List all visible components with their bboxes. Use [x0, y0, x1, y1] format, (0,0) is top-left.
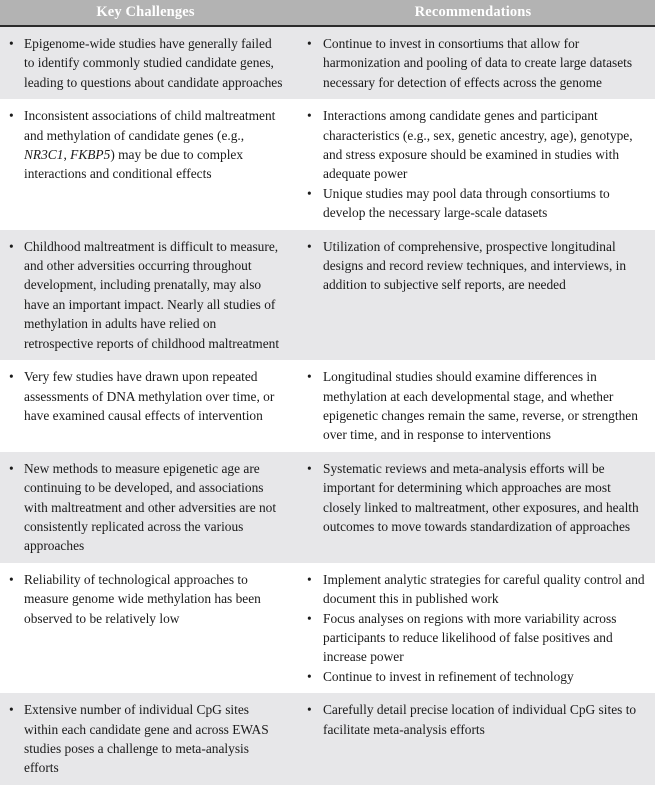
cell-key-challenges	[0, 452, 291, 563]
recommendations-bullet-list	[291, 106, 645, 222]
cell-key-challenges	[0, 230, 291, 360]
bullet-text: Interactions among candidate genes and participant characteristics (e.g., sex, genetic ancestry, age), genotype, and stress exposure should be examined in studies with adequate power	[323, 108, 633, 182]
bullet-text: Reliability of technological approaches to measure genome wide methylation has been observed to be relatively low	[24, 571, 261, 626]
table-row	[0, 230, 655, 360]
bullet-item	[0, 106, 283, 184]
cell-key-challenges	[0, 563, 291, 635]
recommendations-bullet-list	[291, 459, 645, 537]
bullet-text: Systematic reviews and meta-analysis efforts will be important for determining which approaches are most closely linked to maltreatment, other exposures, and health outcomes to move towards standardization of approaches	[323, 460, 639, 534]
cell-recommendations	[291, 452, 655, 544]
cell-recommendations	[291, 230, 655, 302]
recommendations-bullet-list	[291, 570, 645, 686]
table-row	[0, 360, 655, 452]
recommendations-bullet-list	[291, 34, 645, 92]
bullet-text: Continue to invest in consortiums that allow for harmonization and pooling of data to create large datasets necessary for detection of effects across the genome	[323, 36, 633, 90]
bullet-item	[0, 459, 283, 556]
cell-key-challenges	[0, 27, 291, 99]
cell-recommendations	[291, 693, 655, 746]
bullet-text: Inconsistent associations of child maltreatment and methylation of candidate genes (e.g., NR3C1, FKBP5) may be due to complex interactions and conditional effects	[24, 108, 276, 182]
bullet-item	[0, 34, 283, 92]
bullet-item	[0, 570, 283, 628]
column-header-key-challenges: Key Challenges	[96, 4, 195, 20]
bullet-item	[0, 367, 283, 425]
cell-recommendations	[291, 27, 655, 99]
bullet-icon: •	[9, 369, 14, 385]
bullet-item	[299, 367, 645, 445]
recommendations-bullet-list	[291, 700, 645, 739]
bullet-icon: •	[307, 36, 312, 51]
bullet-text: Extensive number of individual CpG sites within each candidate gene and across EWAS studies poses a challenge to meta-analysis efforts	[24, 702, 269, 776]
bullet-item	[299, 106, 645, 184]
challenges-bullet-list	[0, 237, 283, 353]
table-row	[0, 693, 655, 785]
bullet-item	[0, 700, 283, 778]
bullet-item	[299, 237, 645, 295]
cell-key-challenges	[0, 99, 291, 191]
recommendations-bullet-list	[291, 237, 645, 295]
bullet-icon: •	[9, 702, 14, 718]
bullet-text: Continue to invest in refinement of technology	[323, 668, 574, 684]
bullet-icon: •	[307, 668, 312, 684]
bullet-item	[299, 184, 645, 223]
bullet-text: Epigenome-wide studies have generally failed to identify commonly studied candidate genes, leading to questions about candidate approaches	[24, 36, 283, 90]
bullet-item	[299, 459, 645, 537]
bullet-item	[299, 609, 645, 667]
challenges-bullet-list	[0, 459, 283, 556]
bullet-icon: •	[307, 238, 312, 254]
bullet-text: Unique studies may pool data through consortiums to develop the necessary large-scale datasets	[323, 185, 610, 221]
table-row	[0, 27, 655, 99]
bullet-icon: •	[307, 185, 312, 201]
bullet-icon: •	[9, 571, 14, 587]
bullet-item	[299, 700, 645, 739]
recommendations-bullet-list	[291, 367, 645, 445]
challenges-bullet-list	[0, 700, 283, 778]
bullet-text: Carefully detail precise location of individual CpG sites to facilitate meta-analysis efforts	[323, 702, 637, 737]
bullet-text: Very few studies have drawn upon repeated assessments of DNA methylation over time, or have examined causal effects of intervention	[24, 369, 275, 423]
bullet-icon: •	[9, 238, 14, 254]
bullet-icon: •	[307, 571, 312, 587]
bullet-icon: •	[307, 369, 312, 385]
bullet-icon: •	[307, 702, 312, 718]
bullet-text: Childhood maltreatment is difficult to measure, and other adversities occurring throughout development, including prenatally, may also have an important impact. Nearly all studies of methylation in adults have relied on retrospective reports of childhood maltreatment	[24, 238, 280, 351]
bullet-icon: •	[307, 610, 312, 626]
bullet-text: Implement analytic strategies for careful quality control and document this in published work	[323, 571, 645, 607]
bullet-text: Focus analyses on regions with more variability across participants to reduce likelihood of false positives and increase power	[323, 610, 617, 665]
table-row	[0, 99, 655, 229]
challenges-bullet-list	[0, 570, 283, 628]
bullet-text: Longitudinal studies should examine differences in methylation at each developmental stage, and whether epigenetic changes remain the same, reverse, or strengthen over time, and in response to interventions	[323, 369, 638, 443]
cell-key-challenges	[0, 360, 291, 432]
cell-recommendations	[291, 563, 655, 693]
bullet-item	[299, 570, 645, 609]
table-body	[0, 27, 655, 785]
bullet-icon: •	[9, 36, 14, 51]
bullet-icon: •	[307, 108, 312, 124]
bullet-item	[299, 34, 645, 92]
table-row	[0, 452, 655, 563]
table-row	[0, 563, 655, 693]
bullet-icon: •	[9, 108, 14, 124]
cell-recommendations	[291, 99, 655, 229]
challenges-bullet-list	[0, 367, 283, 425]
cell-recommendations	[291, 360, 655, 452]
challenges-bullet-list	[0, 34, 283, 92]
bullet-icon: •	[307, 460, 312, 476]
column-header-recommendations: Recommendations	[414, 4, 532, 20]
bullet-icon: •	[9, 460, 14, 476]
bullet-item	[299, 667, 645, 686]
challenges-bullet-list	[0, 106, 283, 184]
bullet-item	[0, 237, 283, 353]
cell-key-challenges	[0, 693, 291, 785]
bullet-text: Utilization of comprehensive, prospective longitudinal designs and record review techniques, and interviews, in addition to subjective self reports, are needed	[323, 238, 627, 293]
bullet-text: New methods to measure epigenetic age are continuing to be developed, and associations with maltreatment and other adversities are not consistently replicated across the various approaches	[24, 460, 277, 554]
table-header-row	[0, 0, 655, 27]
